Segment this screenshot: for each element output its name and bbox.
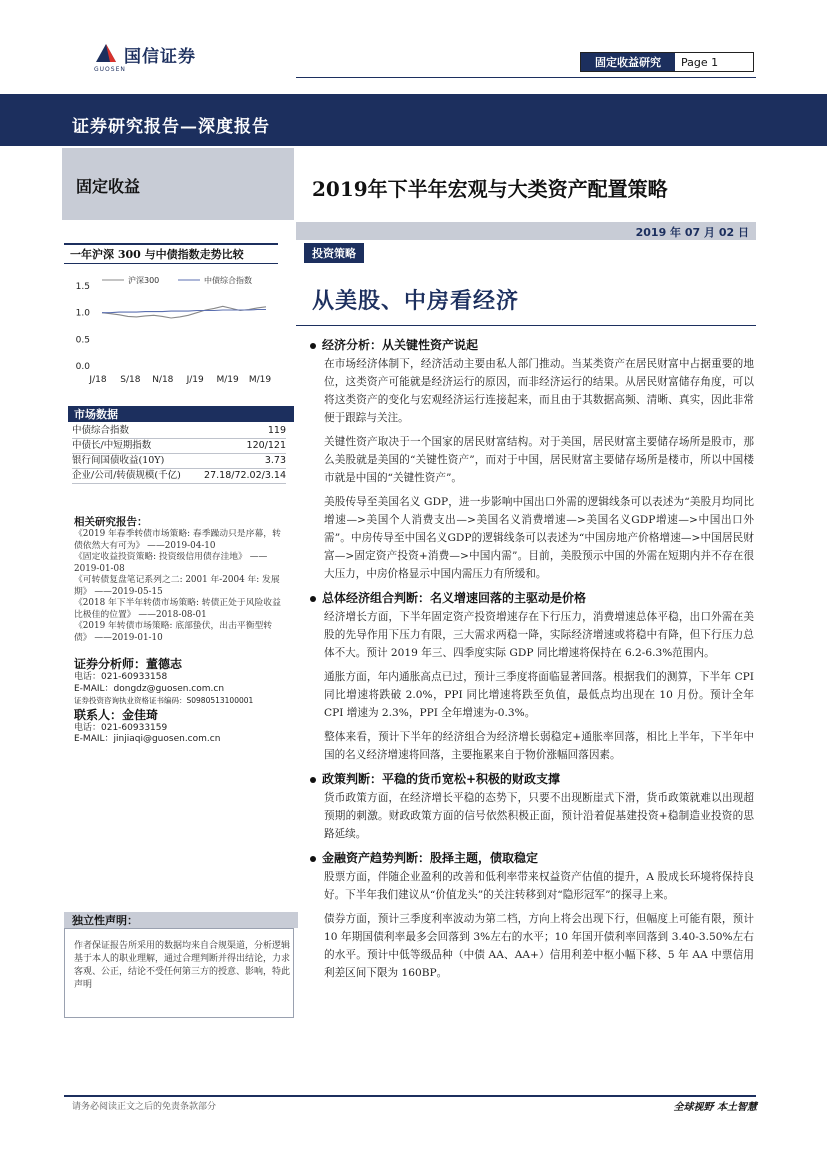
bullet-icon bbox=[310, 777, 316, 783]
y-tick-label: 1.0 bbox=[75, 308, 90, 319]
headline-divider bbox=[296, 325, 756, 326]
market-value: 27.18/72.02/3.14 bbox=[204, 470, 286, 481]
page-title: 2019年下半年宏观与大类资产配置策略 bbox=[312, 177, 668, 201]
market-label: 银行间国债收益(10Y) bbox=[72, 455, 165, 466]
section-heading: 金融资产趋势判断：股择主题，债取稳定 bbox=[310, 849, 754, 866]
section bbox=[310, 770, 754, 843]
market-row bbox=[72, 454, 286, 469]
section-heading: 经济分析：从关键性资产说起 bbox=[310, 336, 754, 353]
logo-subtext: GUOSEN bbox=[94, 66, 126, 73]
market-label: 企业/公司/转债规模(千亿) bbox=[72, 470, 181, 481]
x-tick-label: N/18 bbox=[152, 375, 174, 385]
market-label: 中债长/中短期指数 bbox=[72, 440, 152, 451]
main-content bbox=[310, 334, 754, 988]
analyst-certificate: 证券投资咨询执业资格证书编码：S0980513100001 bbox=[74, 696, 254, 705]
section bbox=[310, 336, 754, 583]
paragraph: 通胀方面，年内通胀高点已过，预计三季度将面临显著回落。根据我们的测算，下半年 CPI 同比增速将跌破 2.0%，PPI 同比增速将跌至负值，最低点均出现在 10 月份。预计全年 CPI 增速为 2.3%，PPI 全年增速为-0.3%。 bbox=[324, 671, 754, 719]
paragraph: 在市场经济体制下，经济活动主要由私人部门推动。当某类资产在居民财富中占据重要的地位，这类资产可能就是经济运行的原因，而非经济运行的结果。从居民财富储存角度，可以将这类资产的变化与宏观经济运行连接起来，而且由于其数据高频、清晰、真实，因此非常便于跟踪与关注。 bbox=[324, 358, 754, 424]
market-data-header: 市场数据 bbox=[68, 406, 294, 422]
footer-divider bbox=[64, 1095, 756, 1097]
bullet-icon bbox=[310, 343, 316, 349]
related-report-item[interactable]: 《2019 年春季转债市场策略: 春季躁动只是序幕，转债依然大有可为》 ——2019-04-10 bbox=[74, 529, 281, 551]
guosen-logo-icon bbox=[92, 40, 120, 66]
market-label: 中债综合指数 bbox=[72, 425, 130, 436]
chart-lines bbox=[102, 306, 266, 318]
contact-name: 联系人：金佳琦 bbox=[74, 707, 159, 722]
market-value: 120/121 bbox=[246, 440, 286, 451]
market-data-table bbox=[72, 424, 286, 484]
paragraph: 经济增长方面，下半年固定资产投资增速存在下行压力，消费增速总体平稳，出口外需在美股的先导作用下压力有限，三大需求两稳一降，实际经济增速或将稳中有降，但下行压力总体不大。预计 2019 年三、四季度实际 GDP 同比增速将保持在 6.2-6.3%范围内。 bbox=[324, 611, 754, 659]
bullet-icon bbox=[310, 596, 316, 602]
section bbox=[310, 589, 754, 764]
paragraph: 美股传导至美国名义 GDP，进一步影响中国出口外需的逻辑线条可以表述为“美股月均同比增速—>美国个人消费支出—>美国名义消费增速—>美国名义GDP增速—>中国出口外需”。中房传导至中国名义GDP的逻辑线条可以表述为“中国房地产价格增速—>中国居民财富—>固定资产投资+消费—>中国内需”。目前，美股预示中国的外需在短期内并不存在很大压力，中房价格显示中国内需压力有所缓和。 bbox=[324, 496, 754, 580]
report-type-label: 固定收益研究 bbox=[581, 53, 675, 71]
independence-heading: 独立性声明： bbox=[64, 912, 298, 928]
section-heading: 政策判断：平稳的货币宽松+积极的财政支撑 bbox=[310, 770, 754, 787]
market-row bbox=[72, 469, 286, 484]
index-comparison-chart bbox=[62, 262, 284, 390]
section-label: 固定收益 bbox=[76, 177, 141, 196]
market-value: 119 bbox=[267, 425, 286, 436]
analyst-info bbox=[74, 656, 294, 746]
paragraph: 整体来看，预计下半年的经济组合为经济增长弱稳定+通胀率回落，相比上半年，下半年中国的名义经济增速将回落，主要拖累来自于物价涨幅回落因素。 bbox=[324, 731, 754, 761]
footer-slogan: 全球视野 本土智慧 bbox=[673, 1102, 757, 1113]
x-tick-label: M/19 bbox=[248, 375, 272, 385]
bullet-icon bbox=[310, 856, 316, 862]
paragraph: 货币政策方面，在经济增长平稳的态势下，只要不出现断崖式下滑，货币政策就难以出现超预期的刺激。财政政策方面的信号依然积极正面，预计沿着促基建投资+稳制造业投资的思路延续。 bbox=[324, 792, 754, 840]
market-value: 3.73 bbox=[264, 455, 286, 466]
analyst-email[interactable]: E-MAIL：dongdz@guosen.com.cn bbox=[74, 683, 225, 694]
related-reports-list bbox=[74, 529, 288, 644]
section bbox=[310, 849, 754, 982]
y-tick-label: 1.5 bbox=[75, 282, 90, 292]
header-tag bbox=[580, 52, 754, 72]
paragraph: 关键性资产取决于一个国家的居民财富结构。对于美国，居民财富主要储存场所是股市，那么美股就是美国的“关键性资产”，而对于中国，居民财富主要储存场所是楼市，所以中国楼市就是中国的“关键性资产”。 bbox=[324, 436, 754, 484]
paragraph: 债券方面，预计三季度利率波动为第二档，方向上将会出现下行，但幅度上可能有限，预计 10 年期国债利率最多会回落到 3%左右的水平；10 年国开债利率回落到 3.40-3.50%左右的水平。预计中低等级品种（中债 AA、AA+）信用利差中枢小幅下移、5 年 AA 中票信用利差区间下限为 160BP。 bbox=[324, 913, 754, 979]
headline: 从美股、中房看经济 bbox=[312, 288, 520, 314]
legend-label: 沪深300 bbox=[128, 276, 160, 285]
legend-label: 中债综合指数 bbox=[204, 276, 252, 285]
header-divider bbox=[296, 77, 756, 78]
x-tick-label: S/18 bbox=[120, 375, 141, 385]
section-heading: 总体经济组合判断：名义增速回落的主驱动是价格 bbox=[310, 589, 754, 606]
related-report-item[interactable]: 《2019 年转债市场策略: 底部蛰伏，出击平衡型转债》 ——2019-01-10 bbox=[74, 621, 273, 643]
analyst-name: 证券分析师：董德志 bbox=[74, 657, 183, 671]
y-tick-label: 0.5 bbox=[75, 335, 90, 346]
independence-text: 作者保证报告所采用的数据均来自合规渠道，分析逻辑基于本人的职业理解，通过合理判断并得出结论，力求客观、公正，结论不受任何第三方的授意、影响，特此声明 bbox=[74, 941, 291, 990]
report-date: 2019 年 07 月 02 日 bbox=[635, 226, 749, 239]
contact-phone: 电话：021-60933159 bbox=[74, 722, 168, 733]
related-reports-heading: 相关研究报告： bbox=[74, 516, 148, 528]
y-tick-label: 0.0 bbox=[75, 362, 90, 372]
x-tick-label: J/19 bbox=[186, 375, 204, 385]
market-row bbox=[72, 424, 286, 439]
logo-text: 国信证券 bbox=[124, 47, 196, 67]
related-report-item[interactable]: 《2018 年下半年转债市场策略: 转债正处于风险收益比极佳的位置》 ——2018-08-01 bbox=[74, 598, 281, 620]
paragraph: 股票方面，伴随企业盈利的改善和低利率带来权益资产估值的提升，A 股成长环境将保持良好。下半年我们建议从“价值龙头”的关注转移到对“隐形冠军”的探寻上来。 bbox=[324, 871, 754, 901]
page-number: Page 1 bbox=[681, 55, 719, 69]
series-line-2 bbox=[102, 310, 266, 313]
analyst-phone: 电话：021-60933158 bbox=[74, 672, 168, 682]
x-tick-label: M/19 bbox=[216, 375, 239, 385]
related-report-item[interactable]: 《可转债复盘笔记系列之二: 2001 年-2004 年: 发展期》 ——2019-05-15 bbox=[74, 575, 280, 597]
chart-title: 一年沪深 300 与中债指数走势比较 bbox=[64, 243, 278, 264]
strategy-tag: 投资策略 bbox=[304, 243, 364, 263]
contact-email[interactable]: E-MAIL：jinjiaqi@guosen.com.cn bbox=[74, 734, 221, 744]
x-tick-label: J/18 bbox=[89, 375, 107, 385]
market-row bbox=[72, 439, 286, 454]
report-category: 证券研究报告—深度报告 bbox=[72, 117, 270, 137]
footer-disclaimer: 请务必阅读正文之后的免责条款部分 bbox=[72, 1102, 217, 1112]
chart-labels bbox=[76, 275, 272, 385]
related-report-item[interactable]: 《固定收益投资策略: 投资级信用债存洼地》 ——2019-01-08 bbox=[74, 552, 268, 574]
